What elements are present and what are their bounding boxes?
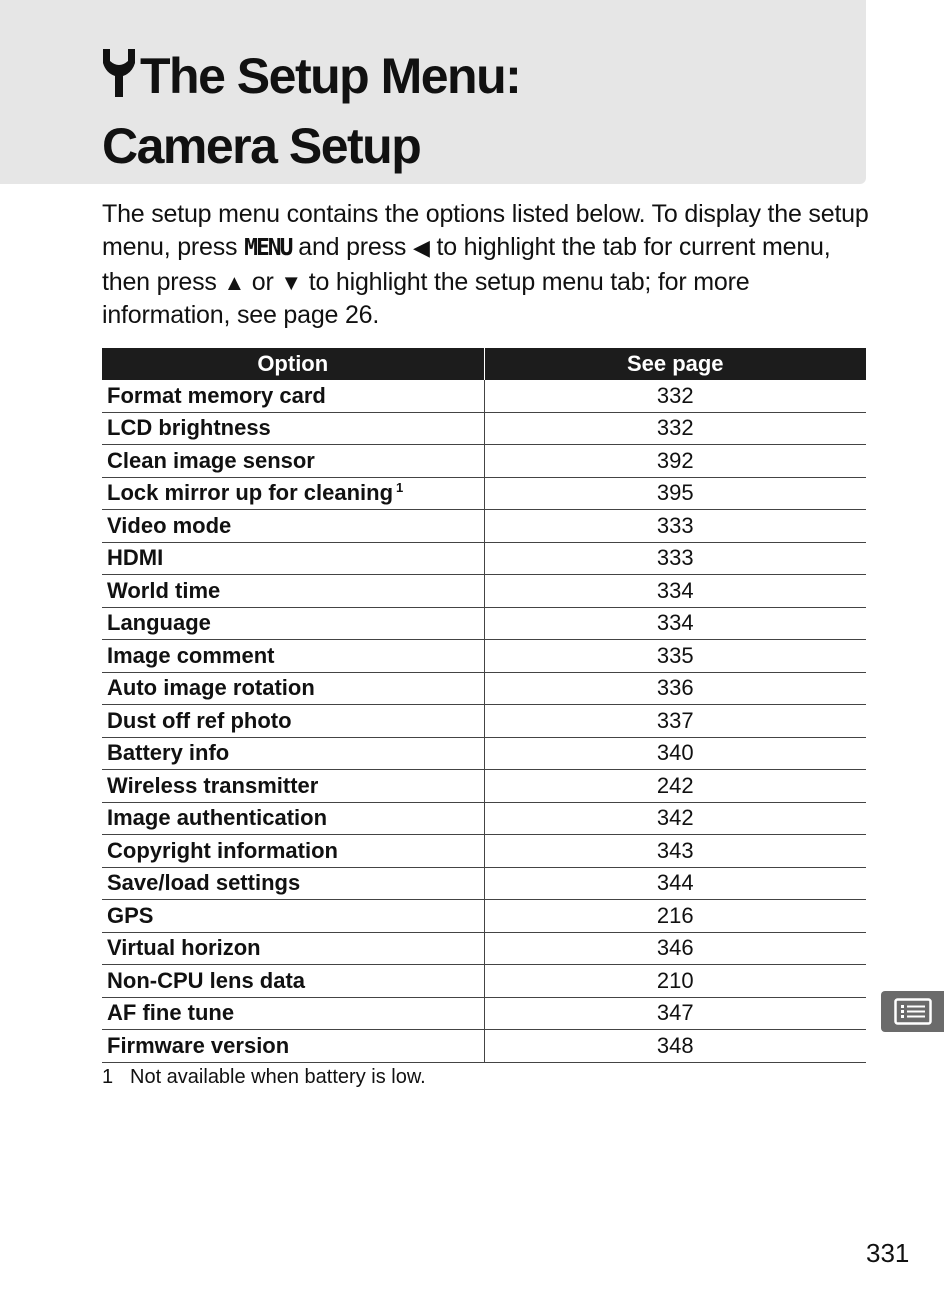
footnote-number: 1 [102, 1066, 114, 1088]
table-row [102, 640, 866, 673]
page-cell: 346 [484, 932, 866, 965]
title-line-1 [102, 44, 520, 114]
page-cell: 337 [484, 705, 866, 738]
option-name: LCD brightness [107, 415, 271, 441]
table-row [102, 672, 866, 705]
page-cell: 348 [484, 1030, 866, 1063]
option-cell [102, 770, 484, 803]
option-name: Wireless transmitter [107, 772, 319, 798]
page-cell: 344 [484, 867, 866, 900]
table-row [102, 737, 866, 770]
option-name: HDMI [107, 545, 164, 571]
option-name: AF fine tune [107, 1000, 235, 1026]
page-cell: 335 [484, 640, 866, 673]
page-cell: 332 [484, 412, 866, 445]
option-name: Video mode [107, 512, 232, 538]
table-row [102, 997, 866, 1030]
table-row [102, 445, 866, 478]
option-cell [102, 835, 484, 868]
page-cell: 333 [484, 510, 866, 543]
option-cell [102, 802, 484, 835]
option-name: Dust off ref photo [107, 707, 292, 733]
page-cell: 392 [484, 445, 866, 478]
table-row [102, 412, 866, 445]
page-cell: 242 [484, 770, 866, 803]
option-name: Battery info [107, 740, 230, 766]
option-name: World time [107, 577, 221, 603]
page-cell: 216 [484, 900, 866, 933]
page-title [102, 44, 520, 178]
option-cell [102, 412, 484, 445]
option-cell [102, 575, 484, 608]
option-cell [102, 1030, 484, 1063]
option-name: GPS [107, 902, 154, 928]
page-cell: 347 [484, 997, 866, 1030]
option-name: Non-CPU lens data [107, 967, 306, 993]
table-row [102, 932, 866, 965]
menu-button-glyph: MENU [244, 235, 292, 262]
intro-paragraph: The setup menu contains the options listed below. To display the setup menu, press MENU and press ◀ to highlight the tab for current menu, then press ▲ or ▼ to highlight the setup menu tab; for more information, see page 26. [102, 200, 869, 329]
table-body [102, 380, 866, 1062]
option-name: Clean image sensor [107, 447, 315, 473]
options-table [102, 348, 866, 1063]
option-cell [102, 445, 484, 478]
page-number: 331 [866, 1238, 910, 1268]
table-row [102, 835, 866, 868]
menu-list-icon [894, 998, 932, 1025]
footnote-text: Not available when battery is low. [130, 1066, 426, 1088]
table-row [102, 575, 866, 608]
option-cell [102, 607, 484, 640]
page-cell: 340 [484, 737, 866, 770]
table-row [102, 477, 866, 510]
option-name: Lock mirror up for cleaning [107, 480, 394, 506]
option-name: Save/load settings [107, 870, 301, 896]
option-cell [102, 932, 484, 965]
table-row [102, 380, 866, 412]
table-row [102, 900, 866, 933]
option-cell [102, 640, 484, 673]
page-cell: 336 [484, 672, 866, 705]
down-arrow-icon: ▼ [280, 269, 302, 295]
option-cell [102, 737, 484, 770]
table-row [102, 867, 866, 900]
option-name: Virtual horizon [107, 935, 261, 961]
page-cell: 334 [484, 575, 866, 608]
table-row [102, 965, 866, 998]
option-name: Image authentication [107, 805, 328, 831]
column-header-option: Option [102, 348, 484, 380]
option-cell [102, 705, 484, 738]
table-row [102, 705, 866, 738]
footnote-marker: 1 [396, 480, 404, 496]
page-cell: 333 [484, 542, 866, 575]
up-arrow-icon: ▲ [223, 269, 246, 295]
option-name: Image comment [107, 642, 275, 668]
table-row [102, 510, 866, 543]
left-arrow-icon: ◀ [412, 235, 430, 261]
option-cell [102, 510, 484, 543]
option-cell [102, 965, 484, 998]
title-text-line-1: The Setup Menu: [140, 48, 521, 104]
option-name: Copyright information [107, 837, 338, 863]
option-name: Format memory card [107, 382, 326, 408]
page-cell: 343 [484, 835, 866, 868]
table-row [102, 542, 866, 575]
table-row [102, 607, 866, 640]
option-cell [102, 900, 484, 933]
option-cell [102, 672, 484, 705]
title-line-2: Camera Setup [102, 118, 421, 174]
option-cell [102, 477, 484, 510]
page-cell: 334 [484, 607, 866, 640]
option-name: Auto image rotation [107, 675, 315, 701]
option-cell [102, 867, 484, 900]
column-header-see-page: See page [484, 348, 866, 380]
option-cell [102, 380, 484, 412]
setup-menu-side-tab [881, 991, 944, 1032]
page-cell: 342 [484, 802, 866, 835]
page-cell: 395 [484, 477, 866, 510]
wrench-icon [102, 47, 136, 114]
table-header-row [102, 348, 866, 380]
option-name: Firmware version [107, 1032, 290, 1058]
option-cell [102, 997, 484, 1030]
table-row [102, 802, 866, 835]
table-row [102, 770, 866, 803]
footnote [102, 1066, 426, 1089]
option-cell [102, 542, 484, 575]
page-cell: 332 [484, 380, 866, 412]
table-row [102, 1030, 866, 1063]
page-cell: 210 [484, 965, 866, 998]
option-name: Language [107, 610, 211, 636]
